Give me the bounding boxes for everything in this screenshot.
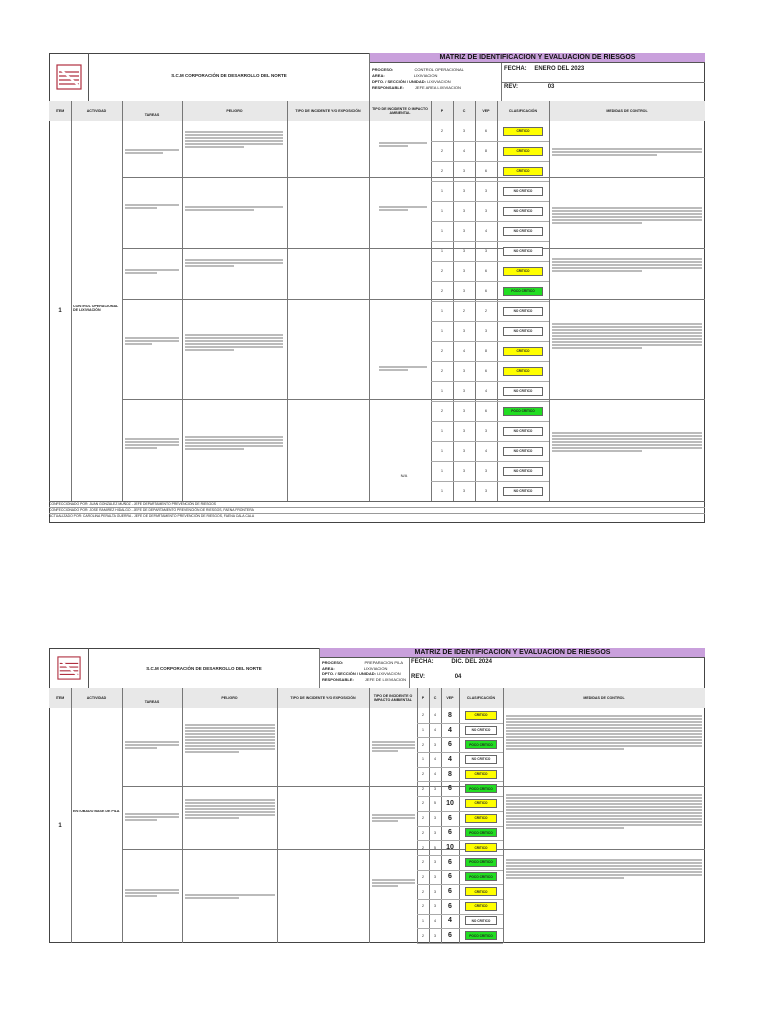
company-logo: [49, 53, 89, 101]
vep-value: 3: [485, 329, 487, 333]
proceso-label: PROCESO:: [372, 67, 394, 72]
control-text-5: [552, 431, 702, 453]
activity-label: CONTROL OPERACIONAL DE LIXIVIACIÓN: [73, 305, 119, 312]
vep-value: 4: [485, 449, 487, 453]
classification-badge: NO CRITICO: [503, 487, 543, 496]
probability-value: 2: [422, 904, 424, 909]
vep-value: 6: [448, 814, 452, 822]
probability-value: 2: [441, 409, 443, 413]
footer-line-1: CONFECCIONADO POR: JUAN GONZÁLEZ MUÑOZ - JEFE DEPARTAMENTO PREVENCIÓN DE RIESGOS: [49, 502, 705, 508]
vep-value: 2: [485, 309, 487, 313]
vep-value: 3: [485, 209, 487, 213]
resp-label: RESPONSABLE:: [322, 676, 354, 682]
probability-value: 2: [422, 845, 424, 850]
hazard-text-2: [185, 205, 283, 212]
probability-value: 2: [441, 269, 443, 273]
vep-value: 6: [485, 169, 487, 173]
depto-label: DPTO. / SECCIÓN / UNIDAD:: [322, 671, 376, 677]
col-peligro: PELIGRO: [182, 101, 287, 121]
probability-value: 2: [422, 874, 424, 879]
hazard-text-1: [185, 723, 275, 754]
probability-value: 1: [422, 728, 424, 733]
consequence-value: 3: [434, 860, 436, 865]
col-c: C: [453, 101, 475, 121]
consequence-value: 3: [463, 229, 465, 233]
consequence-value: 5: [434, 845, 436, 850]
probability-value: 1: [441, 189, 443, 193]
consequence-value: 3: [463, 469, 465, 473]
probability-value: 2: [422, 860, 424, 865]
vep-value: 10: [446, 844, 454, 852]
consequence-value: 3: [463, 209, 465, 213]
probability-value: 1: [441, 309, 443, 313]
risk-matrix-sheet-1: [49, 53, 705, 523]
consequence-value: 4: [434, 772, 436, 777]
probability-value: 2: [422, 713, 424, 718]
col-actividad: ACTIVIDAD: [71, 688, 122, 708]
area-value: LIXIVIACION: [413, 73, 438, 78]
classification-badge: CRITICO: [465, 711, 497, 720]
classification-badge: NO CRITICO: [503, 227, 543, 236]
vep-value: 4: [448, 917, 452, 925]
vep-value: 6: [448, 741, 452, 749]
classification-badge: NO CRITICO: [503, 327, 543, 336]
hazard-text-2: [185, 798, 275, 820]
classification-badge: CRITICO: [503, 267, 543, 276]
probability-value: 2: [422, 889, 424, 894]
consequence-value: 3: [434, 889, 436, 894]
consequence-value: 3: [434, 786, 436, 791]
company-name: S.C.M CORPORACIÓN DE DESARROLLO DEL NORTE: [171, 73, 287, 78]
matrix-title: MATRIZ DE IDENTIFICACION Y EVALUACION DE RIESGOS: [320, 648, 705, 658]
impact-text-3: [372, 878, 415, 888]
vep-value: 3: [485, 249, 487, 253]
fecha-field: [411, 659, 611, 665]
impact-text-1: [372, 740, 415, 753]
activity-label: ENTUBADO BASE DE PILA: [73, 810, 120, 813]
classification-badge: POCO CRITICO: [465, 828, 497, 837]
probability-value: 2: [422, 816, 424, 821]
fecha-value: ENERO DEL 2023: [534, 66, 585, 72]
company-name: S.C.M CORPORACIÓN DE DESARROLLO DEL NORTE: [146, 666, 262, 671]
consequence-value: 3: [463, 189, 465, 193]
consequence-value: 4: [463, 149, 465, 153]
hazard-text-3: [185, 258, 283, 268]
col-tipo-incidente: TIPO DE INCIDENTE Y/O EXPOSICIÓN: [287, 101, 369, 121]
col-medidas: MEDIDAS DE CONTROL: [503, 688, 705, 708]
probability-value: 1: [422, 757, 424, 762]
consequence-value: 4: [434, 757, 436, 762]
consequence-value: 5: [434, 801, 436, 806]
control-text-4: [552, 322, 702, 350]
vep-value: 8: [485, 349, 487, 353]
classification-badge: POCO CRITICO: [465, 931, 497, 940]
consequence-value: 3: [463, 289, 465, 293]
col-c: C: [429, 688, 441, 708]
matrix-title: MATRIZ DE IDENTIFICACION Y EVALUACION DE RIESGOS: [370, 53, 705, 63]
vep-value: 6: [485, 269, 487, 273]
vep-value: 4: [485, 229, 487, 233]
task-text-5: [125, 437, 179, 450]
vep-value: 6: [448, 829, 452, 837]
rev-label: REV:: [411, 674, 426, 680]
consequence-value: 3: [463, 489, 465, 493]
col-tipo-incidente: TIPO DE INCIDENTE Y/O EXPOSICIÓN: [277, 688, 369, 708]
footer-line-3: ACTUALIZADO POR: CAROLINA PERALTA GUERRA - JEFE DE DEPARTAMENTO PREVENCIÓN DE RIESGOS, FAENA CALA CALA: [49, 514, 255, 518]
consequence-value: 3: [463, 369, 465, 373]
probability-value: 1: [422, 918, 424, 923]
vep-value: 8: [448, 770, 452, 778]
classification-badge: POCO CRITICO: [465, 858, 497, 867]
task-text-1: [125, 148, 179, 155]
classification-badge: POCO CRITICO: [465, 872, 497, 881]
control-text-1: [552, 147, 702, 157]
vep-value: 4: [448, 726, 452, 734]
col-impacto-ambiental: TIPO DE INCIDENTE O IMPACTO AMBIENTAL: [369, 688, 417, 708]
probability-value: 2: [441, 149, 443, 153]
consequence-value: 3: [463, 249, 465, 253]
hazard-text-4: [185, 333, 283, 352]
classification-badge: CRITICO: [503, 367, 543, 376]
rev-label: REV:: [504, 84, 519, 90]
na-label: N/A: [400, 473, 408, 478]
vep-value: 3: [485, 489, 487, 493]
probability-value: 2: [441, 129, 443, 133]
classification-badge: NO CRITICO: [503, 467, 543, 476]
col-p: P: [431, 101, 453, 121]
classification-badge: NO CRITICO: [503, 447, 543, 456]
risk-matrix-sheet-2: [49, 648, 705, 943]
col-clasificacion: CLASIFICACIÓN: [459, 688, 503, 708]
consequence-value: 4: [434, 728, 436, 733]
depto-value: LIXIVIACION: [377, 671, 401, 677]
logo-icon: [57, 656, 81, 680]
classification-badge: CRITICO: [465, 799, 497, 808]
col-actividad: ACTIVIDAD: [71, 101, 122, 121]
vep-value: 6: [448, 932, 452, 940]
vep-value: 8: [485, 149, 487, 153]
classification-badge: CRITICO: [503, 147, 543, 156]
area-value: LIXIVIACION: [363, 665, 388, 671]
consequence-value: 3: [463, 129, 465, 133]
consequence-value: 3: [434, 816, 436, 821]
probability-value: 1: [441, 229, 443, 233]
task-text-4: [125, 336, 179, 346]
col-clasificacion: CLASIFICACIÓN: [497, 101, 549, 121]
task-text-2: [125, 812, 179, 822]
classification-badge: NO CRITICO: [503, 427, 543, 436]
fecha-value: DIC. DEL 2024: [451, 659, 492, 665]
depto-value: LIXIVIACION: [427, 79, 451, 84]
fecha-label: FECHA:: [411, 659, 434, 665]
vep-value: 10: [446, 799, 454, 807]
probability-value: 1: [441, 429, 443, 433]
consequence-value: 3: [434, 830, 436, 835]
vep-value: 6: [448, 873, 452, 881]
probability-value: 2: [422, 830, 424, 835]
rev-field: [411, 674, 611, 680]
probability-value: 1: [441, 329, 443, 333]
probability-value: 1: [441, 469, 443, 473]
vep-value: 6: [485, 369, 487, 373]
control-text-3: [552, 257, 702, 273]
consequence-value: 3: [434, 742, 436, 747]
control-text-3: [506, 858, 702, 880]
classification-badge: NO CRITICO: [465, 916, 497, 925]
item-number: 1: [58, 308, 62, 314]
col-peligro: PELIGRO: [182, 688, 277, 708]
probability-value: 2: [441, 369, 443, 373]
vep-value: 6: [448, 902, 452, 910]
impact-text-3: [379, 365, 427, 372]
rev-value: 04: [454, 674, 462, 680]
hazard-text-3: [185, 893, 275, 900]
classification-badge: CRITICO: [503, 347, 543, 356]
col-impacto-ambiental: TIPO DE INCIDENTE O IMPACTO AMBIENTAL: [369, 101, 431, 121]
area-label: AREA:: [322, 665, 335, 671]
task-text-3: [125, 888, 179, 898]
col-tareas: TAREAS: [122, 109, 182, 121]
depto-label: DPTO. / SECCIÓN / UNIDAD:: [372, 79, 426, 84]
probability-value: 2: [422, 801, 424, 806]
col-p: P: [417, 688, 429, 708]
resp-value: JEFE AREA LIXIVIACION: [414, 85, 461, 90]
control-text-2: [552, 206, 702, 225]
classification-badge: CRITICO: [503, 167, 543, 176]
classification-badge: NO CRITICO: [503, 187, 543, 196]
probability-value: 2: [422, 772, 424, 777]
probability-value: 2: [422, 933, 424, 938]
consequence-value: 3: [463, 449, 465, 453]
vep-value: 6: [448, 785, 452, 793]
vep-value: 6: [485, 289, 487, 293]
consequence-value: 3: [434, 904, 436, 909]
task-text-2: [125, 203, 179, 210]
probability-value: 2: [441, 169, 443, 173]
col-medidas: MEDIDAS DE CONTROL: [549, 101, 705, 121]
consequence-value: 4: [434, 918, 436, 923]
footer-line-2: CONFECCIONADO POR: JOSE RAMIREZ HIDALGO - JEFE DE DEPARTAMENTO PREVENCIÓN DE RIESGOS, FAENA FRONTERA: [49, 508, 705, 514]
consequence-value: 2: [463, 309, 465, 313]
probability-value: 2: [422, 742, 424, 747]
rev-field: [504, 84, 704, 90]
fecha-label: FECHA:: [504, 66, 527, 72]
task-text-3: [125, 268, 179, 275]
classification-badge: NO CRITICO: [465, 755, 497, 764]
proceso-value: CONTROL OPERACIONAL: [414, 67, 464, 72]
resp-label: RESPONSABLE:: [372, 85, 404, 90]
classification-badge: CRITICO: [465, 814, 497, 823]
consequence-value: 4: [463, 349, 465, 353]
col-tareas: TAREAS: [122, 696, 182, 708]
probability-value: 2: [441, 349, 443, 353]
classification-badge: POCO CRITICO: [465, 784, 497, 793]
vep-value: 4: [485, 389, 487, 393]
classification-badge: NO CRITICO: [503, 307, 543, 316]
classification-badge: NO CRITICO: [503, 207, 543, 216]
proceso-value: PREPARACION PILA: [364, 660, 404, 665]
vep-value: 4: [448, 755, 452, 763]
col-item: ITEM: [49, 101, 71, 121]
classification-badge: NO CRITICO: [465, 726, 497, 735]
vep-value: 3: [485, 189, 487, 193]
consequence-value: 3: [463, 429, 465, 433]
vep-value: 3: [485, 429, 487, 433]
proceso-label: PROCESO:: [322, 660, 344, 665]
vep-value: 6: [485, 409, 487, 413]
consequence-value: 3: [463, 409, 465, 413]
classification-badge: CRITICO: [503, 127, 543, 136]
col-vep: VEP: [475, 101, 497, 121]
control-text-2: [506, 793, 702, 830]
probability-value: 1: [441, 209, 443, 213]
consequence-value: 3: [434, 933, 436, 938]
hazard-text-1: [185, 130, 283, 149]
rev-value: 03: [547, 84, 555, 90]
consequence-value: 4: [434, 713, 436, 718]
consequence-value: 3: [463, 329, 465, 333]
item-number: 1: [58, 822, 62, 829]
impact-text-1: [379, 141, 427, 148]
logo-icon: [56, 64, 82, 90]
consequence-value: 3: [463, 389, 465, 393]
classification-badge: POCO CRITICO: [503, 287, 543, 296]
classification-badge: NO CRITICO: [503, 387, 543, 396]
sheet-footer: [49, 501, 705, 523]
fecha-field: [504, 66, 704, 72]
consequence-value: 3: [434, 874, 436, 879]
probability-value: 2: [441, 289, 443, 293]
classification-badge: CRITICO: [465, 843, 497, 852]
impact-text-2: [372, 813, 415, 823]
task-text-1: [125, 740, 179, 750]
control-text-1: [506, 714, 702, 751]
consequence-value: 3: [463, 169, 465, 173]
classification-badge: POCO CRITICO: [465, 740, 497, 749]
probability-value: 2: [422, 786, 424, 791]
impact-text-2: [379, 205, 427, 212]
area-label: AREA:: [372, 73, 385, 78]
probability-value: 1: [441, 249, 443, 253]
probability-value: 1: [441, 389, 443, 393]
company-logo: [49, 648, 89, 688]
vep-value: 6: [485, 129, 487, 133]
vep-value: 8: [448, 711, 452, 719]
hazard-text-5: [185, 435, 283, 451]
col-vep: VEP: [441, 688, 459, 708]
classification-badge: CRITICO: [465, 887, 497, 896]
probability-value: 1: [441, 489, 443, 493]
consequence-value: 3: [463, 269, 465, 273]
classification-badge: CRITICO: [465, 902, 497, 911]
classification-badge: POCO CRITICO: [503, 407, 543, 416]
classification-badge: NO CRITICO: [503, 247, 543, 256]
vep-value: 6: [448, 858, 452, 866]
classification-badge: CRITICO: [465, 770, 497, 779]
vep-value: 6: [448, 888, 452, 896]
col-item: ITEM: [49, 688, 71, 708]
resp-value: JEFE DE LIXIVIACION: [364, 676, 407, 682]
probability-value: 1: [441, 449, 443, 453]
vep-value: 3: [485, 469, 487, 473]
